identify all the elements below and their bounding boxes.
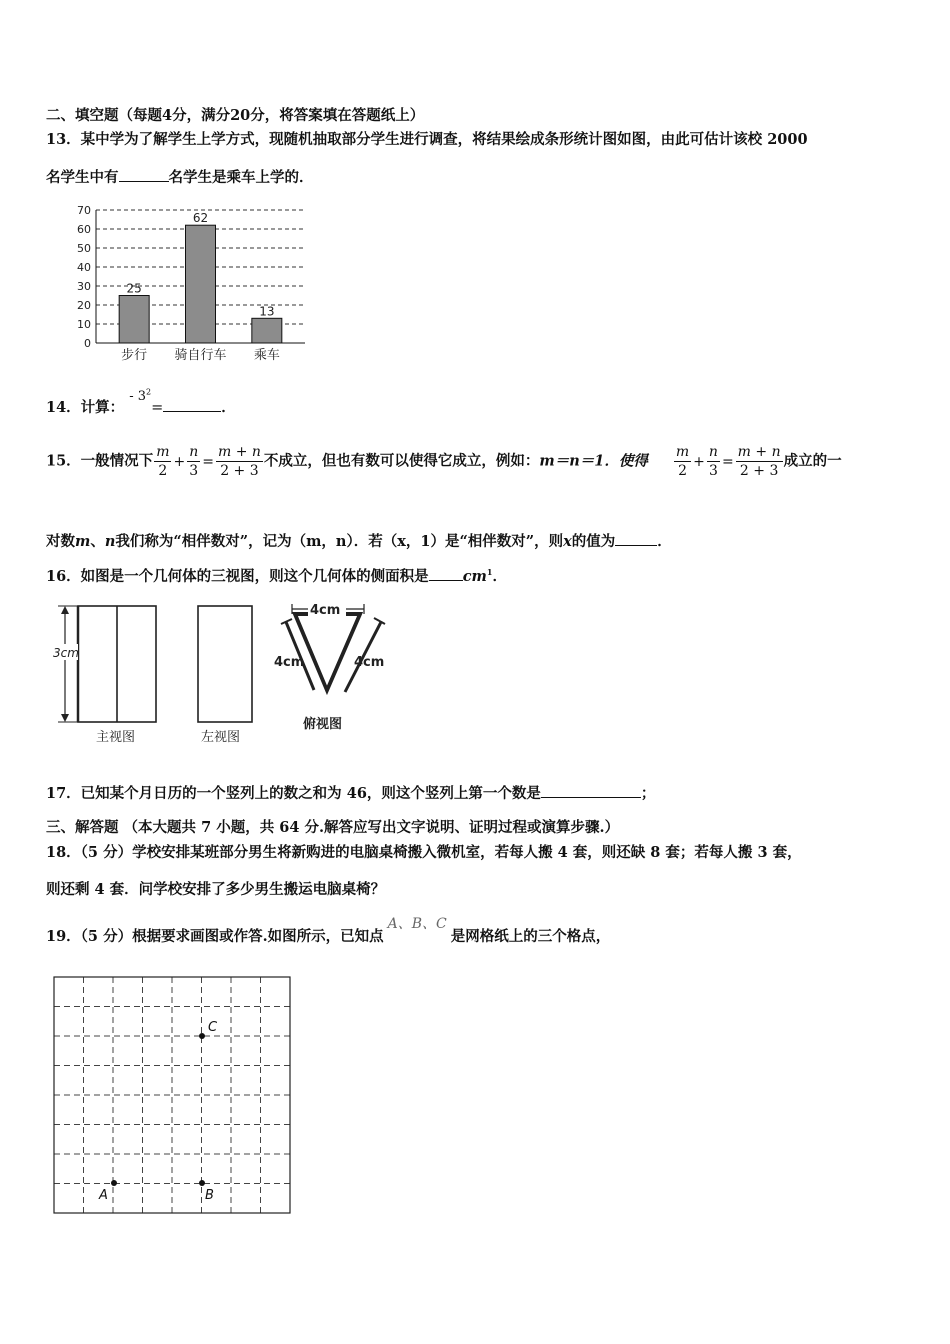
- q19-post: 是网格纸上的三个格点，: [450, 928, 611, 945]
- q15-line1: [46, 443, 842, 480]
- q19-pre: 19．（5 分）根据要求画图或作答.如图所示，已知点: [46, 928, 384, 945]
- q15-post: 成立的一: [783, 452, 842, 470]
- equals-sign: =: [202, 453, 214, 470]
- q17-answer-blank: [541, 783, 641, 798]
- q15-answer-blank: [615, 531, 657, 546]
- q15-mid: 不成立，但也有数可以使得它成立，例如：: [263, 452, 540, 470]
- front-view-label: 主视图: [96, 730, 136, 745]
- frac-denominator: 2 + 3: [739, 463, 779, 479]
- chart-y-tick-label: 0: [84, 337, 91, 350]
- q15-line2: [46, 530, 672, 551]
- chart-category-label: 步行: [121, 348, 148, 363]
- top-dim-label: 4cm: [310, 603, 341, 618]
- q15-frac-n-3: [187, 443, 200, 480]
- q19-points: A、B、C: [387, 916, 447, 932]
- chart-y-tick-label: 20: [77, 299, 91, 312]
- frac-denominator: 3: [189, 463, 199, 479]
- section-3-title: 三、解答题 （本大题共 7 小题，共 64 分.解答应写出文字说明、证明过程或演算步骤.）: [46, 819, 620, 836]
- q14-line: [46, 387, 236, 417]
- q15-frac-n-3-b: [707, 443, 720, 480]
- q15-frac-m-2: [154, 443, 171, 480]
- left-view-label: 左视图: [201, 730, 241, 745]
- height-label: 3cm: [53, 646, 79, 660]
- q14-eq: =: [151, 400, 164, 416]
- q13-line2-pre: 名学生中有: [46, 169, 119, 186]
- right-dim-label: 4cm: [354, 655, 385, 670]
- q16-line: [46, 565, 507, 586]
- chart-bars: [119, 225, 282, 343]
- frac-denominator: 2: [678, 463, 687, 479]
- q16-unit-exp: 1: [486, 567, 493, 578]
- left-view: [198, 606, 252, 722]
- chart-y-tick-label: 60: [77, 223, 91, 236]
- q14-answer-blank: [163, 397, 221, 412]
- chart-y-tick-label: 50: [77, 242, 91, 255]
- section-2-title: 二、填空题（每题4分，满分20分，将答案填在答题纸上）: [46, 107, 425, 124]
- q15-frac-m-2-b: [674, 443, 691, 480]
- q15-line2-b: 、: [90, 533, 105, 550]
- q15-example: m＝n＝1．使得: [539, 452, 648, 470]
- frac-denominator: 2 + 3: [220, 463, 259, 479]
- q15-frac-sum-b: [736, 443, 783, 480]
- q14-expr-exp: 2: [146, 387, 152, 397]
- bar-chart: [60, 198, 310, 370]
- chart-x-labels: [121, 347, 280, 363]
- q19-line: [46, 916, 611, 946]
- q13-line2-post: 名学生是乘车上学的．: [168, 169, 314, 186]
- q16-unit: cm: [462, 568, 487, 585]
- chart-bar: [252, 318, 282, 343]
- frac-numerator: m: [156, 444, 170, 460]
- chart-value-label: 62: [192, 211, 209, 226]
- chart-bar: [186, 225, 216, 343]
- q15-line2-a: 对数: [46, 533, 75, 550]
- frac-numerator: n: [189, 444, 199, 460]
- q14-expr-base: - 3: [129, 389, 147, 404]
- chart-category-label: 乘车: [253, 348, 280, 363]
- chart-value-label: 25: [126, 281, 142, 296]
- three-views-figure: [48, 600, 398, 748]
- front-view: [53, 606, 156, 722]
- frac-numerator: n: [708, 444, 718, 460]
- q17-line: [46, 782, 655, 803]
- label-b: B: [205, 1188, 214, 1203]
- q13-line1: 13．某中学为了解学生上学方式，现随机抽取部分学生进行调查，将结果绘成条形统计图如图，由此可估计该校 2000: [46, 131, 808, 148]
- chart-y-tick-label: 40: [77, 261, 91, 274]
- q13-answer-blank: [119, 167, 169, 182]
- q15-line2-c: 我们称为“相伴数对”，记为（m，n）．若（x，1）是“相伴数对”，则: [115, 533, 564, 550]
- point-b: [199, 1180, 205, 1186]
- q14-post: ．: [221, 399, 236, 416]
- q15-var-x: x: [563, 533, 572, 550]
- top-view-label: 俯视图: [303, 717, 343, 732]
- chart-y-tick-label: 30: [77, 280, 91, 293]
- q14-pre: 14．计算：: [46, 399, 125, 416]
- q16-end: ．: [492, 568, 507, 585]
- chart-category-label: 骑自行车: [174, 348, 227, 363]
- point-a: [111, 1180, 117, 1186]
- q15-line2-end: ．: [657, 533, 672, 550]
- grid-lines: [54, 977, 290, 1213]
- chart-y-ticks: [77, 204, 91, 350]
- label-c: C: [208, 1020, 218, 1035]
- q15-frac-sum: [216, 443, 263, 480]
- left-dim-label: 4cm: [274, 655, 305, 670]
- chart-value-label: 13: [259, 304, 275, 319]
- label-a: A: [99, 1188, 108, 1203]
- chart-bar: [119, 296, 149, 344]
- frac-denominator: 2: [158, 463, 168, 479]
- q15-var-n: n: [104, 533, 116, 550]
- frac-numerator: m: [675, 444, 690, 460]
- q16-answer-blank: [429, 566, 463, 581]
- equals-sign: =: [721, 453, 734, 470]
- q18-line2: 则还剩 4 套．问学校安排了多少男生搬运电脑桌椅？: [46, 881, 386, 898]
- plus-sign: +: [173, 453, 186, 470]
- q15-line2-d: 的值为: [571, 533, 616, 550]
- q15-pre: 15．一般情况下: [46, 452, 154, 470]
- plus-sign: +: [693, 453, 705, 470]
- frac-numerator: m + n: [217, 444, 261, 460]
- q14-expression: [129, 389, 151, 404]
- frac-numerator: m + n: [737, 444, 781, 460]
- q13-line2: [46, 166, 314, 187]
- q17-text: 17．已知某个月日历的一个竖列上的数之和为 46，则这个竖列上第一个数是: [46, 785, 541, 802]
- point-c: [199, 1033, 205, 1039]
- q17-end: ；: [640, 785, 656, 802]
- frac-denominator: 3: [708, 463, 718, 479]
- chart-y-tick-label: 10: [77, 318, 91, 331]
- q16-pre: 16．如图是一个几何体的三视图，则这个几何体的侧面积是: [46, 568, 429, 585]
- q18-line1: 18．（5 分）学校安排某班部分男生将新购进的电脑桌椅搬入微机室，若每人搬 4 套，则还缺 8 套；若每人搬 3 套，: [46, 844, 802, 861]
- top-view: [274, 602, 385, 692]
- q15-var-m: m: [75, 533, 91, 550]
- chart-y-tick-label: 70: [77, 204, 91, 217]
- grid-figure: [52, 975, 294, 1217]
